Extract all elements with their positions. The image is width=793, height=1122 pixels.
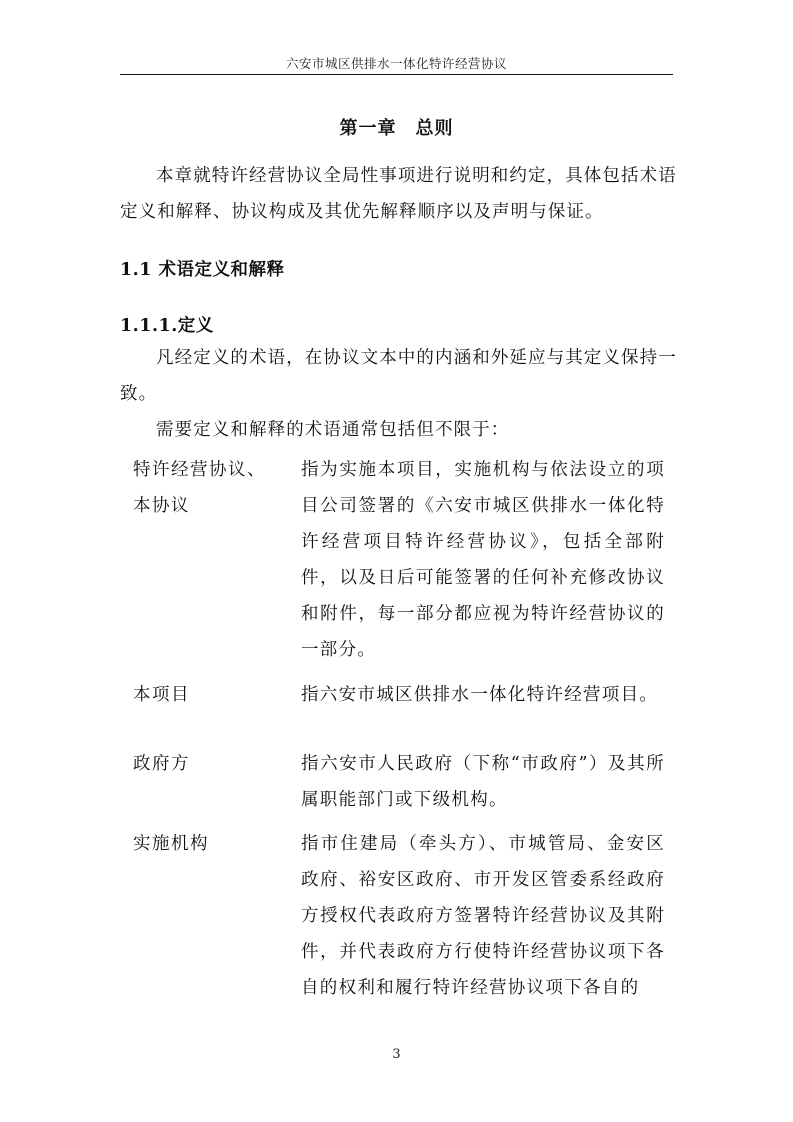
term-definition: 指市住建局（牵头方）、市城管局、金安区政府、裕安区政府、市开发区管委系经政府方授权代表政府方签署特许经营协议及其附件，并代表政府方行使特许经营协议项下各自的权利和履行特许经营协议项下各自的 <box>301 834 665 998</box>
term-label: 本项目 <box>133 685 190 705</box>
term-definition: 指六安市人民政府（下称“市政府”）及其所属职能部门或下级机构。 <box>301 754 665 810</box>
terms-intro-paragraph <box>120 412 686 448</box>
header-divider <box>120 74 673 75</box>
term-label: 实施机构 <box>133 834 209 854</box>
section-heading-1-1: 1.1 术语定义和解释 <box>120 260 285 280</box>
chapter-title: 第一章 总则 <box>339 118 454 139</box>
running-header: 六安市城区供排水一体化特许经营协议 <box>285 56 507 71</box>
term-definition: 指为实施本项目，实施机构与依法设立的项目公司签署的《六安市城区供排水一体化特许经营项目特许经营协议》，包括全部附件，以及日后可能签署的任何补充修改协议和附件，每一部分都应视为特许经营协议的一部分。 <box>301 460 665 660</box>
definition-paragraph-text: 凡经定义的术语，在协议文本中的内涵和外延应与其定义保持一致。 <box>120 348 677 404</box>
definition-paragraph <box>120 340 686 412</box>
terms-intro-text: 需要定义和解释的术语通常包括但不限于： <box>156 420 510 440</box>
page-number: 3 <box>392 1047 401 1062</box>
term-label: 特许经营协议、本协议 <box>133 460 266 516</box>
term-label: 政府方 <box>133 754 190 774</box>
intro-paragraph <box>120 158 686 230</box>
intro-text: 本章就特许经营协议全局性事项进行说明和约定，具体包括术语定义和解释、协议构成及其优先解释顺序以及声明与保证。 <box>120 166 677 222</box>
section-heading-1-1-1: 1.1.1.定义 <box>120 316 214 336</box>
term-definition: 指六安市城区供排水一体化特许经营项目。 <box>301 685 659 705</box>
